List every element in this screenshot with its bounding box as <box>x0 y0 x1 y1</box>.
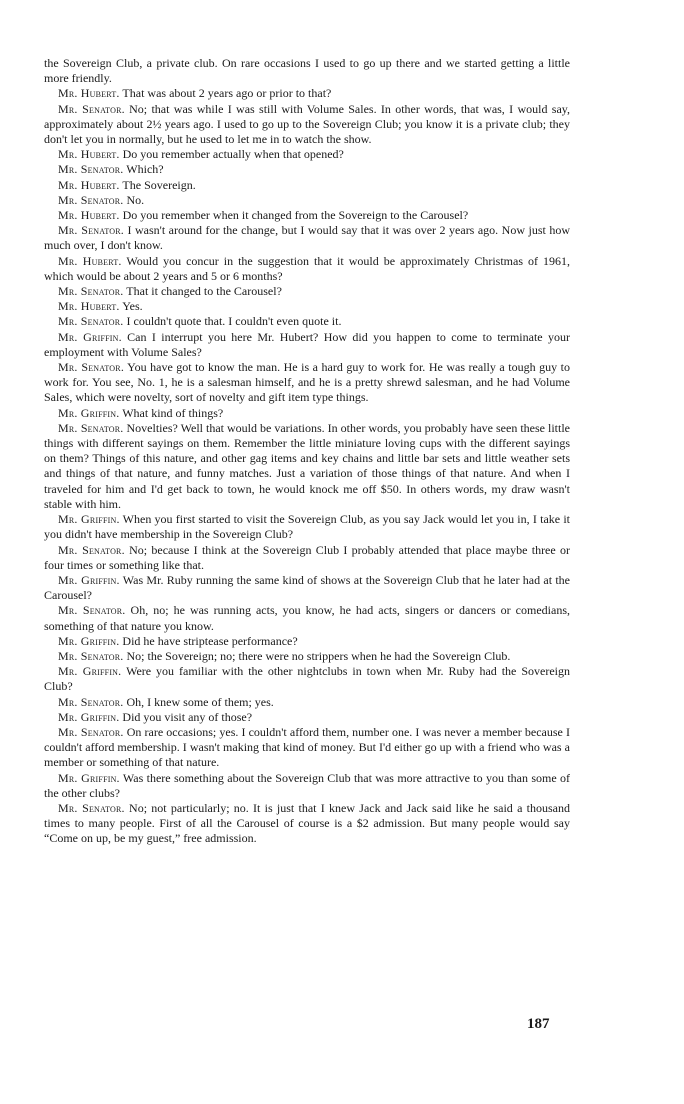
testimony-paragraph <box>44 421 570 512</box>
paragraph-text: On rare occasions; yes. I couldn't afford them, number one. I was never a member because I couldn't afford membership. I wasn't making that kind of money. But I'd either go up with a friend who was a member or something of that nature. <box>44 724 570 770</box>
testimony-paragraph <box>44 695 570 710</box>
paragraph-text: Were you familiar with the other nightclubs in town when Mr. Ruby had the Sovereign Club? <box>44 664 570 694</box>
testimony-paragraph <box>44 771 570 801</box>
testimony-paragraph <box>44 193 570 208</box>
speaker-label: Mr. Griffin. <box>58 405 120 420</box>
testimony-paragraph <box>44 406 570 421</box>
paragraph-text: Yes. <box>122 299 143 314</box>
paragraph-text: Do you remember actually when that opened? <box>122 147 344 162</box>
speaker-label: Mr. Griffin. <box>58 512 120 527</box>
testimony-paragraph <box>44 330 570 360</box>
testimony-paragraph <box>44 102 570 148</box>
paragraph-text: Which? <box>126 162 164 177</box>
testimony-paragraph <box>44 147 570 162</box>
paragraph-text: No; the Sovereign; no; there were no strippers when he had the Sovereign Club. <box>126 648 511 663</box>
transcript-body <box>44 56 570 847</box>
testimony-paragraph <box>44 634 570 649</box>
paragraph-text: Did he have striptease performance? <box>122 633 298 648</box>
speaker-label: Mr. Griffin. <box>58 633 120 648</box>
speaker-label: Mr. Senator. <box>58 284 124 299</box>
paragraph-text: When you first started to visit the Sovereign Club, as you say Jack would let you in, I take it you didn't have membership in the Sovereign Club? <box>44 512 570 542</box>
testimony-paragraph <box>44 801 570 847</box>
speaker-label: Mr. Senator. <box>58 694 124 709</box>
speaker-label: Mr. Hubert. <box>58 177 120 192</box>
paragraph-text: I couldn't quote that. I couldn't even quote it. <box>126 314 342 329</box>
testimony-paragraph <box>44 223 570 253</box>
speaker-label: Mr. Hubert. <box>58 208 120 223</box>
testimony-paragraph <box>44 254 570 284</box>
speaker-label: Mr. Senator. <box>58 223 124 238</box>
testimony-paragraph <box>44 299 570 314</box>
speaker-label: Mr. Senator. <box>58 724 124 739</box>
paragraph-text: What kind of things? <box>122 405 224 420</box>
testimony-paragraph <box>44 178 570 193</box>
testimony-paragraph <box>44 86 570 101</box>
speaker-label: Mr. Senator. <box>58 542 125 557</box>
paragraph-text: Did you visit any of those? <box>122 709 253 724</box>
paragraph-text: Do you remember when it changed from the Sovereign to the Carousel? <box>122 208 469 223</box>
testimony-paragraph <box>44 208 570 223</box>
paragraph-text: Oh, no; he was running acts, you know, he had acts, singers or dancers or comedians, something of that nature you know. <box>44 603 570 633</box>
speaker-label: Mr. Senator. <box>58 101 125 116</box>
paragraph-text: The Sovereign. <box>122 177 196 192</box>
paragraph-text: No; not particularly; no. It is just that I knew Jack and Jack said like he said a thousand times to many people. First of all the Carousel of course is a $2 admission. But many people would say “Come on up, be my guest,” free admission. <box>44 800 570 846</box>
speaker-label: Mr. Senator. <box>58 360 125 375</box>
speaker-label: Mr. Senator. <box>58 420 124 435</box>
continued-paragraph <box>44 56 570 86</box>
testimony-paragraph <box>44 162 570 177</box>
speaker-label: Mr. Hubert. <box>58 253 122 268</box>
testimony-paragraph <box>44 710 570 725</box>
speaker-label: Mr. Griffin. <box>58 770 120 785</box>
paragraph-text: Would you concur in the suggestion that it would be approximately Christmas of 1961, which would be about 2 years and 5 or 6 months? <box>44 253 570 283</box>
testimony-paragraph <box>44 649 570 664</box>
speaker-label: Mr. Hubert. <box>58 147 120 162</box>
testimony-paragraph <box>44 573 570 603</box>
speaker-label: Mr. Griffin. <box>58 329 122 344</box>
speaker-label: Mr. Griffin. <box>58 709 120 724</box>
paragraph-text: Novelties? Well that would be variations. In other words, you probably have seen these little things with different sayings on them. Remember the little miniature loving cups with the different sayings on them? Things of this nature, and other gag items and key chains and little bar sets and little weather sets and things of that nature, and funny matches. Just a variation of those things of that nature. And when I traveled for him and I'd get back to town, he would knock me off $50. In others words, my draw wasn't stable with him. <box>44 420 570 511</box>
testimony-paragraph <box>44 284 570 299</box>
paragraph-text: Was Mr. Ruby running the same kind of shows at the Sovereign Club that he later had at the Carousel? <box>44 572 570 603</box>
testimony-paragraph <box>44 512 570 542</box>
speaker-label: Mr. Senator. <box>58 800 125 815</box>
speaker-label: Mr. Hubert. <box>58 86 120 101</box>
paragraph-text: the Sovereign Club, a private club. On rare occasions I used to go up there and we started getting a little more friendly. <box>44 56 570 86</box>
paragraph-text: That it changed to the Carousel? <box>126 284 282 299</box>
speaker-label: Mr. Senator. <box>58 603 126 618</box>
speaker-label: Mr. Senator. <box>58 162 124 177</box>
paragraph-text: Was there something about the Sovereign Club that was more attractive to you than some of the other clubs? <box>44 770 570 800</box>
paragraph-text: No. <box>126 192 145 207</box>
paragraph-text: Oh, I knew some of them; yes. <box>126 694 274 709</box>
paragraph-text: You have got to know the man. He is a hard guy to work for. He was really a tough guy to work for. You see, No. 1, he is a salesman himself, and he is a pretty shrewd salesman, and he had Volume Sales, which were novelty, sort of novelty and gift item type things. <box>44 360 570 405</box>
testimony-paragraph <box>44 360 570 406</box>
paragraph-text: That was about 2 years ago or prior to that? <box>122 86 332 101</box>
testimony-paragraph <box>44 314 570 329</box>
speaker-label: Mr. Senator. <box>58 314 124 329</box>
testimony-paragraph <box>44 725 570 771</box>
speaker-label: Mr. Senator. <box>58 192 124 207</box>
speaker-label: Mr. Hubert. <box>58 299 120 314</box>
speaker-label: Mr. Senator. <box>58 648 124 663</box>
paragraph-text: No; because I think at the Sovereign Club I probably attended that place maybe three or four times or something like that. <box>44 542 571 572</box>
testimony-paragraph <box>44 543 570 573</box>
speaker-label: Mr. Griffin. <box>58 664 122 679</box>
paragraph-text: Can I interrupt you here Mr. Hubert? How did you happen to come to terminate your employment with Volume Sales? <box>44 329 570 359</box>
speaker-label: Mr. Griffin. <box>58 572 120 587</box>
page-number: 187 <box>527 1016 550 1032</box>
testimony-paragraph <box>44 603 570 633</box>
paragraph-text: No; that was while I was still with Volume Sales. In other words, that was, I would say, approximately about 2½ years ago. I used to go up to the Sovereign Club; you know it is a private club; they don't let you in normally, but he used to let me in to watch the show. <box>44 101 570 147</box>
paragraph-text: I wasn't around for the change, but I would say that it was over 2 years ago. Now just how much over, I don't know. <box>44 223 571 253</box>
testimony-paragraph <box>44 664 570 694</box>
